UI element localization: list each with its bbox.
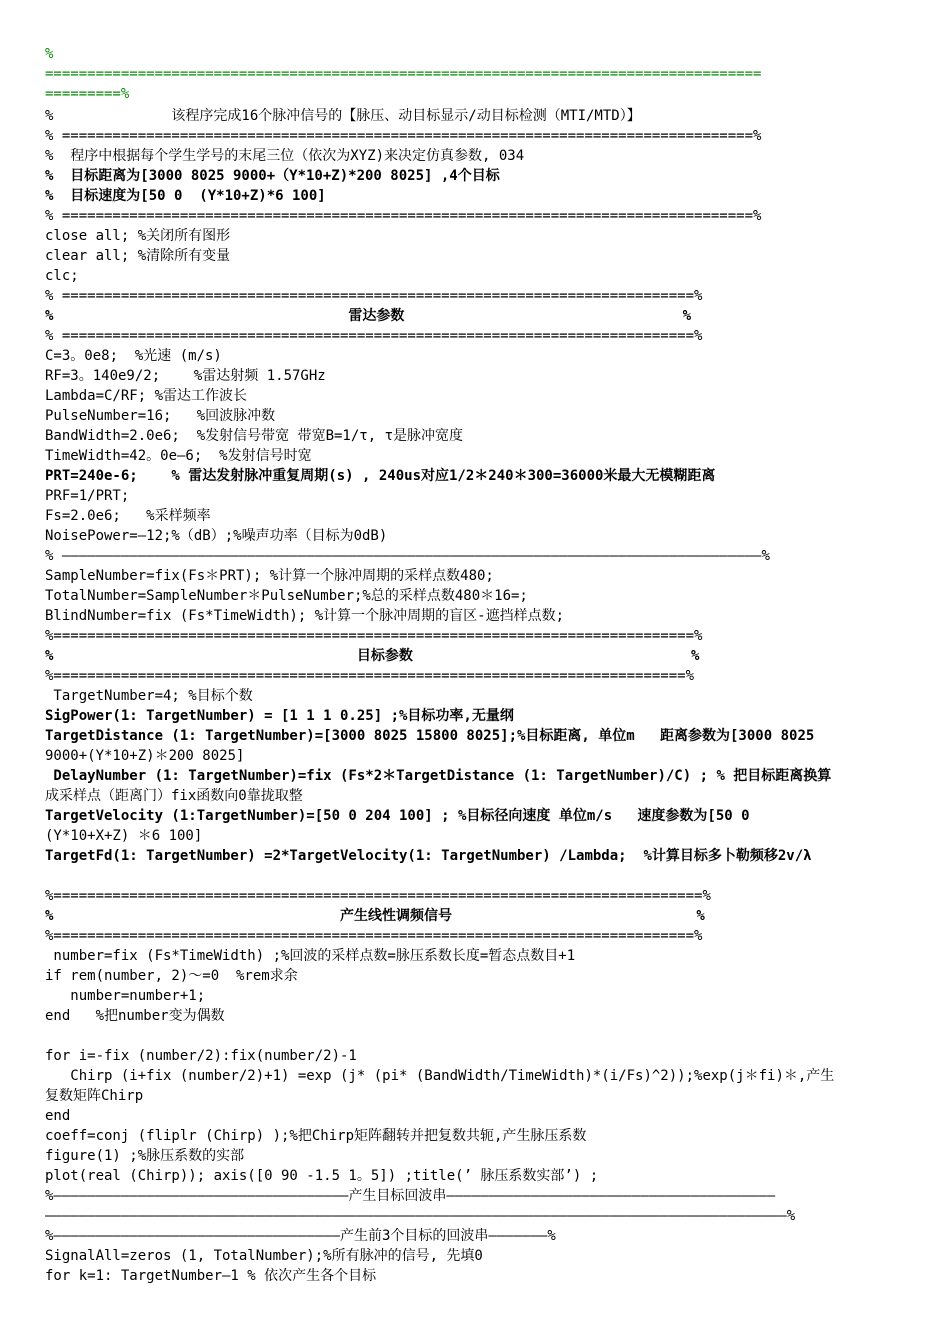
code-line: % 程序中根据每个学生学号的末尾三位（依次为XYZ)来决定仿真参数, 034 (45, 148, 525, 164)
code-line: TargetFd(1: TargetNumber) =2*TargetVelocity(1: TargetNumber) /Lambda; %计算目标多卜勒频移2v/λ (45, 848, 812, 864)
code-line: TargetNumber=4; %目标个数 (45, 688, 253, 704)
code-line: PRF=1/PRT; (45, 488, 130, 504)
section-header-lfm: % 产生线性调频信号 % (45, 908, 705, 924)
code-line: close all; %关闭所有图形 (45, 228, 231, 244)
code-line: %———————————————————————————————————产生目标回波串——————————————————————————————————————— (45, 1188, 776, 1204)
code-line: TimeWidth=42。0e—6; %发射信号时宽 (45, 448, 312, 464)
code-line: ===================================================================================== (45, 66, 762, 82)
section-header-target: % 目标参数 % (45, 648, 700, 664)
code-line: TotalNumber=SampleNumber＊PulseNumber;%总的采样点数480＊16=; (45, 588, 528, 604)
code-line: % (45, 46, 54, 62)
code-line: % ———————————————————————————————————————————————————————————————————————————————————% (45, 548, 770, 564)
code-line: %============================================================================% (45, 628, 703, 644)
code-line: %===========================================================================% (45, 668, 695, 684)
code-line: TargetVelocity (1:TargetNumber)=[50 0 204 100] ; %目标径向速度 单位m/s 速度参数为[50 0 (45, 808, 750, 824)
code-line: end (45, 1108, 71, 1124)
code-line: if rem(number, 2)～=0 %rem求余 (45, 968, 298, 984)
code-line: % ===========================================================================% (45, 328, 703, 344)
code-line: % ==================================================================================% (45, 208, 762, 224)
code-line: number=number+1; (45, 988, 206, 1004)
code-line: BlindNumber=fix (Fs*TimeWidth); %计算一个脉冲周期的盲区-遮挡样点数; (45, 608, 565, 624)
code-line: C=3。0e8; %光速 (m/s) (45, 348, 222, 364)
code-line: %============================================================================% (45, 928, 703, 944)
code-line: % 该程序完成16个脉冲信号的【脉压、动目标显示/动目标检测（MTI/MTD）】 (45, 108, 641, 124)
code-line: PRT=240e-6; % 雷达发射脉冲重复周期(s) , 240us对应1/2＊240＊300=36000米最大无模糊距离 (45, 468, 716, 484)
code-line: % 目标距离为[3000 8025 9000+（Y*10+Z)*200 8025] ,4个目标 (45, 168, 500, 184)
code-line: BandWidth=2.0e6; %发射信号带宽 带宽B=1/τ, τ是脉冲宽度 (45, 428, 464, 444)
code-line: Fs=2.0e6; %采样频率 (45, 508, 211, 524)
code-line: NoisePower=—12;%（dB）;%噪声功率（目标为0dB) (45, 528, 388, 544)
code-line: for k=1: TargetNumber—1 % 依次产生各个目标 (45, 1268, 377, 1284)
code-line: number=fix (Fs*TimeWidth) ;%回波的采样点数=脉压系数长度=暂态点数目+1 (45, 948, 576, 964)
code-line: %=============================================================================% (45, 888, 711, 904)
code-line: % 目标速度为[50 0 (Y*10+Z)*6 100] (45, 188, 326, 204)
code-line: ————————————————————————————————————————————————————————————————————————————————————————% (45, 1208, 796, 1224)
code-line: DelayNumber (1: TargetNumber)=fix (Fs*2＊TargetDistance (1: TargetNumber)/C) ; % 把目标距离换算 (45, 768, 832, 784)
code-line: SigPower(1: TargetNumber) = [1 1 1 0.25] ;%目标功率,无量纲 (45, 708, 514, 724)
code-line: 复数矩阵Chirp (45, 1088, 144, 1104)
code-line: RF=3。140e9/2; %雷达射频 1.57GHz (45, 368, 326, 384)
code-line: clc; (45, 268, 79, 284)
code-line: figure(1) ;%脉压系数的实部 (45, 1148, 245, 1164)
code-line: Lambda=C/RF; %雷达工作波长 (45, 388, 248, 404)
code-line: coeff=conj (fliplr (Chirp) );%把Chirp矩阵翻转并把复数共轭,产生脉压系数 (45, 1128, 587, 1144)
code-line: PulseNumber=16; %回波脉冲数 (45, 408, 276, 424)
code-line: plot(real (Chirp)); axis([0 90 -1.5 1。5]) ;title(’ 脉压系数实部’) ; (45, 1168, 599, 1184)
code-line: for i=-fix (number/2):fix(number/2)-1 (45, 1048, 357, 1064)
code-line: (Y*10+X+Z) ＊6 100] (45, 828, 203, 844)
code-line: 成采样点（距离门）fix函数向0靠拢取整 (45, 788, 303, 804)
code-line: % ===========================================================================% (45, 288, 703, 304)
code-line: % ==================================================================================% (45, 128, 762, 144)
section-header-radar: % 雷达参数 % (45, 308, 692, 324)
code-line: SampleNumber=fix(Fs＊PRT); %计算一个脉冲周期的采样点数480; (45, 568, 494, 584)
code-line: Chirp (i+fix (number/2)+1) =exp (j* (pi* (BandWidth/TimeWidth)*(i/Fs)^2));%exp(j＊fi)＊,产生 (45, 1068, 835, 1084)
code-line: 9000+(Y*10+Z)＊200 8025] (45, 748, 245, 764)
code-line: %——————————————————————————————————产生前3个目标的回波串———————% (45, 1228, 556, 1244)
code-line: =========% (45, 86, 130, 102)
code-line: end %把number变为偶数 (45, 1008, 225, 1024)
code-line: clear all; %清除所有变量 (45, 248, 231, 264)
code-line: TargetDistance (1: TargetNumber)=[3000 8025 15800 8025];%目标距离, 单位m 距离参数为[3000 8025 (45, 728, 815, 744)
code-line: SignalAll=zeros (1, TotalNumber);%所有脉冲的信号, 先填0 (45, 1248, 483, 1264)
